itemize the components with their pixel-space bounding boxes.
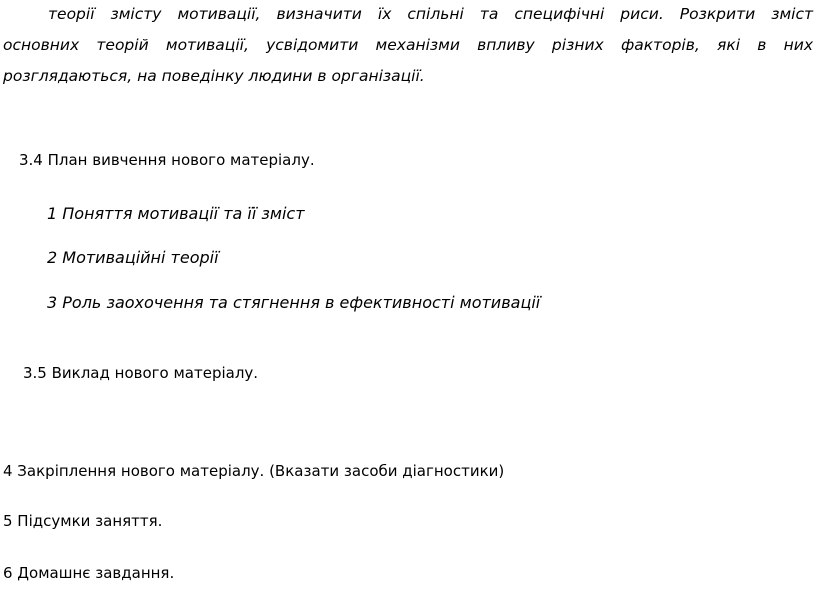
plan-item-2: 2 Мотиваційні теорії	[47, 248, 219, 267]
plan-item-1: 1 Поняття мотивації та її зміст	[47, 204, 305, 223]
homework-heading: 6 Домашнє завдання.	[3, 564, 175, 582]
plan-item-3: 3 Роль заохочення та стягнення в ефективності мотивації	[47, 293, 541, 312]
intro-text-line-3: розглядаються, на поведінку людини в організації.	[3, 67, 425, 85]
plan-heading: 3.4 План вивчення нового матеріалу.	[19, 151, 315, 169]
intro-text-line-2: основних теорій мотивації, усвідомити механізми впливу різних факторів, які в них	[3, 36, 813, 54]
consolidation-heading: 4 Закріплення нового матеріалу. (Вказати засоби діагностики)	[3, 462, 505, 480]
presentation-heading: 3.5 Виклад нового матеріалу.	[23, 364, 259, 382]
intro-text-line-1: теорії змісту мотивації, визначити їх спільні та специфічні риси. Розкрити зміст	[48, 5, 813, 23]
summary-heading: 5 Підсумки заняття.	[3, 512, 163, 530]
